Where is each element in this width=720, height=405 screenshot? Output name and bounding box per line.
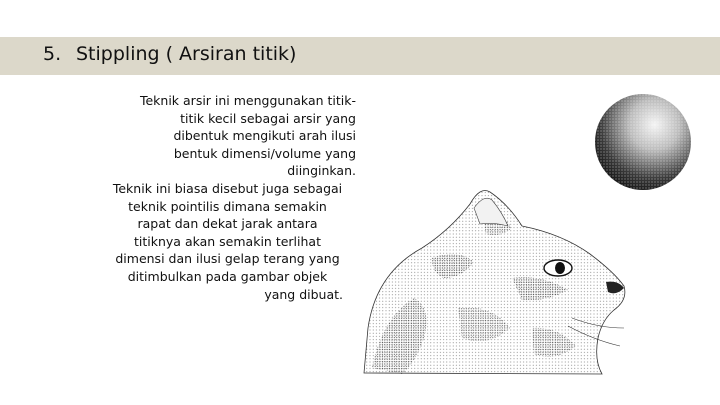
title-text: Stippling ( Arsiran titik) <box>76 43 297 65</box>
paragraph-b-line: yang dibuat. <box>264 286 343 302</box>
paragraph-b-line: teknik pointilis dimana semakin <box>128 198 327 214</box>
paragraph-b-line: dimensi dan ilusi gelap terang yang <box>115 251 340 267</box>
paragraph-a-line: Teknik arsir ini menggunakan titik- <box>139 93 356 108</box>
stippled-cat-svg <box>362 178 630 376</box>
title-number: 5. <box>43 43 62 65</box>
paragraph-b-line: Teknik ini biasa disebut juga sebagai <box>112 180 343 196</box>
paragraph-pointillism <box>95 180 360 303</box>
paragraph-a-line: diinginkan. <box>287 163 356 179</box>
paragraph-a-line: dibentuk mengikuti arah ilusi <box>173 128 356 144</box>
paragraph-a-line: bentuk dimensi/volume yang <box>173 145 356 161</box>
stippled-cat-illustration <box>362 178 630 376</box>
paragraph-b-line: rapat dan dekat jarak antara <box>137 216 318 232</box>
paragraph-b-line: ditimbulkan pada gambar objek <box>127 268 328 284</box>
paragraph-description <box>95 92 360 180</box>
slide-title <box>43 43 296 65</box>
paragraph-a-line: titik kecil sebagai arsir yang <box>180 110 356 126</box>
body-text <box>95 92 360 303</box>
paragraph-b-line: titiknya akan semakin terlihat <box>134 233 321 249</box>
